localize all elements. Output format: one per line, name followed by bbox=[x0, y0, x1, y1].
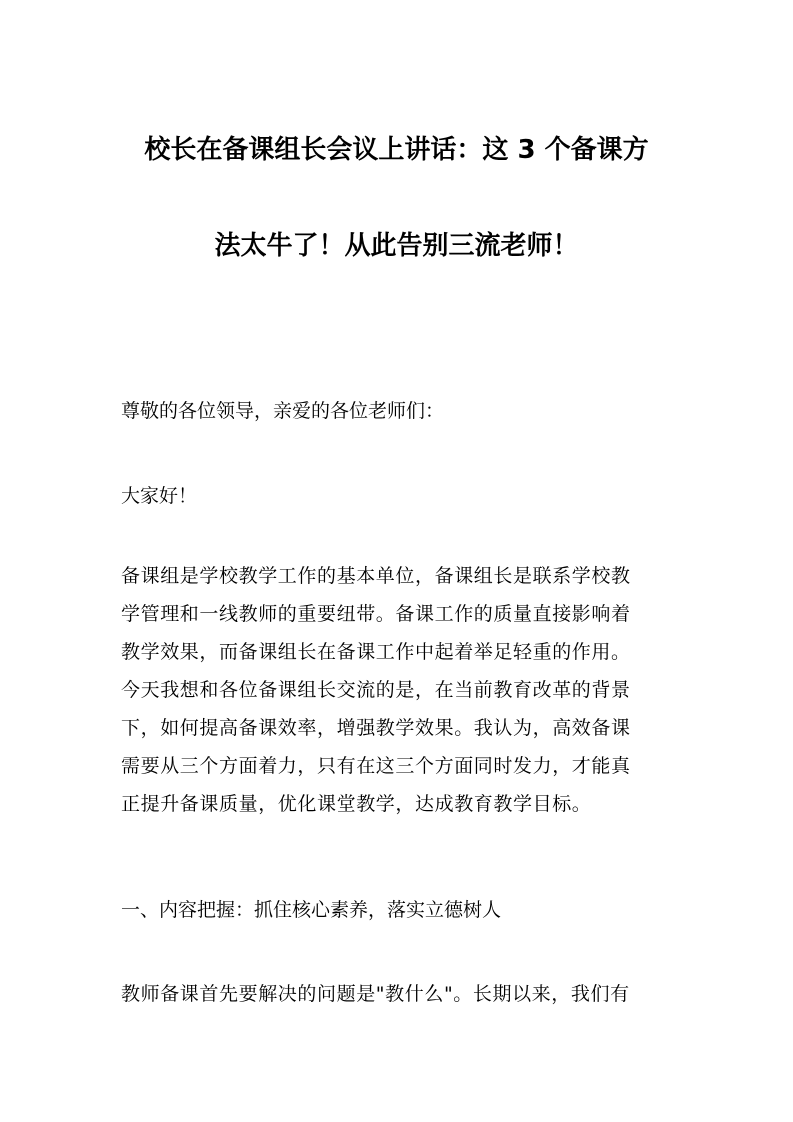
intro-paragraph bbox=[121, 557, 677, 823]
paragraph-line: 下，如何提高备课效率，增强教学效果。我认为，高效备课 bbox=[121, 717, 631, 739]
paragraph-line: 正提升备课质量，优化课堂教学，达成教育教学目标。 bbox=[121, 793, 592, 815]
paragraph-line: 备课组是学校教学工作的基本单位，备课组长是联系学校教 bbox=[121, 565, 631, 587]
paragraph-line: 学管理和一线教师的重要纽带。备课工作的质量直接影响着 bbox=[121, 603, 631, 625]
paragraph-line: 教学效果，而备课组长在备课工作中起着举足轻重的作用。 bbox=[121, 641, 631, 663]
document-title-line-1: 校长在备课组长会议上讲话：这 3 个备课方 bbox=[144, 135, 649, 165]
greeting: 大家好！ bbox=[121, 485, 198, 507]
section-paragraph bbox=[121, 975, 677, 1013]
paragraph-line: 今天我想和各位备课组长交流的是，在当前教育改革的背景 bbox=[121, 679, 631, 701]
salutation: 尊敬的各位领导，亲爱的各位老师们： bbox=[121, 400, 445, 422]
paragraph-line: 需要从三个方面着力，只有在这三个方面同时发力，才能真 bbox=[121, 755, 631, 777]
paragraph-line: 教师备课首先要解决的问题是"教什么"。长期以来，我们有 bbox=[121, 983, 630, 1005]
document-title-line-2: 法太牛了！从此告别三流老师！ bbox=[214, 231, 579, 261]
section-heading: 一、内容把握：抓住核心素养，落实立德树人 bbox=[121, 899, 502, 921]
